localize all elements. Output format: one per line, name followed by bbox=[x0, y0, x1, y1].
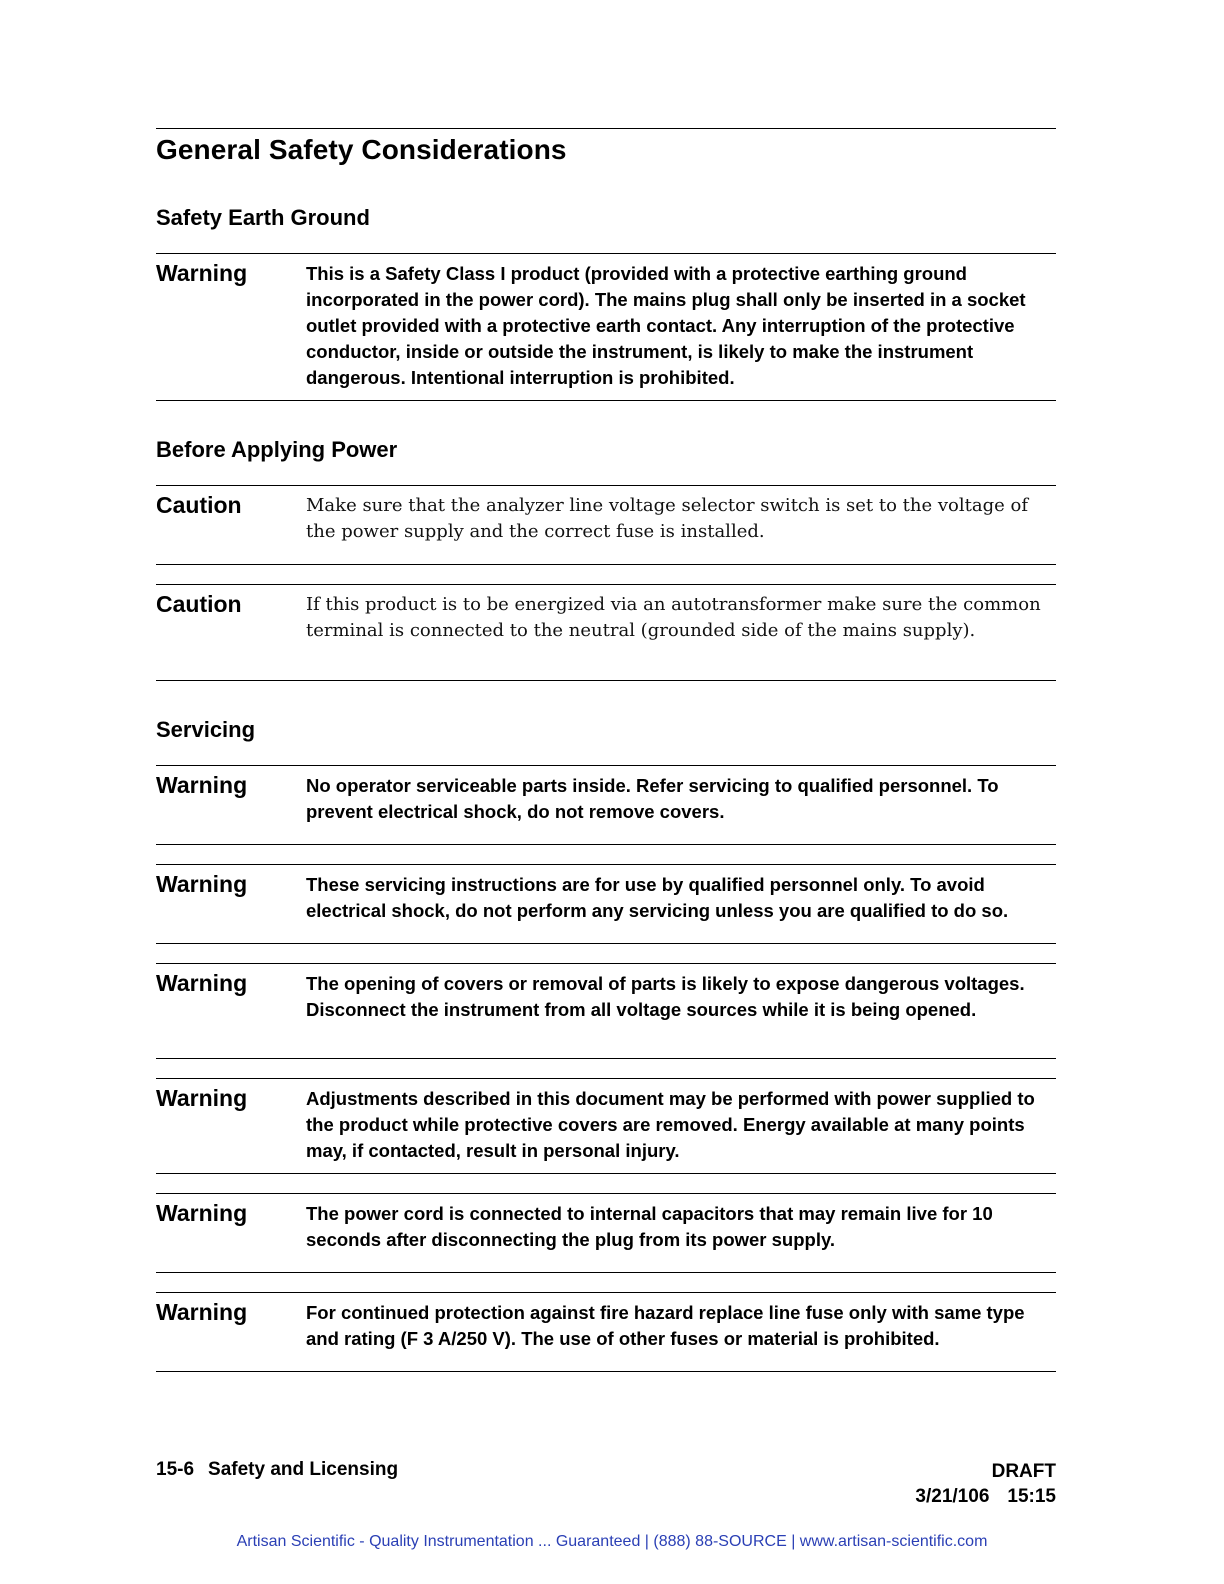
warning-notice bbox=[156, 253, 1056, 401]
section-heading-servicing: Servicing bbox=[156, 717, 256, 742]
page-footer-right bbox=[915, 1459, 1056, 1509]
caution-notice bbox=[156, 485, 1056, 565]
notice-text: The opening of covers or removal of parts is likely to expose dangerous voltages. Disconnect the instrument from all voltage sources while it is being opened. bbox=[306, 973, 1025, 1020]
notice-text: Make sure that the analyzer line voltage selector switch is set to the voltage of the power supply and the correct fuse is installed. bbox=[306, 495, 1028, 542]
draft-date: 3/21/106 bbox=[915, 1486, 990, 1507]
warning-notice bbox=[156, 1292, 1056, 1372]
page-number: 15-6 bbox=[156, 1459, 195, 1480]
caution-notice bbox=[156, 584, 1056, 681]
notice-text: For continued protection against fire hazard replace line fuse only with same type and rating (F 3 A/250 V). The use of other fuses or material is prohibited. bbox=[306, 1302, 1025, 1349]
warning-notice bbox=[156, 963, 1056, 1059]
draft-time: 15:15 bbox=[1007, 1486, 1056, 1507]
page-title: General Safety Considerations bbox=[156, 134, 567, 165]
notice-text: This is a Safety Class I product (provided with a protective earthing ground incorporated in the power cord). The mains plug shall only be inserted in a socket outlet provided with a protective earth contact. Any interruption of the protective conductor, inside or outside the instrument, is likely to make the instrument dangerous. Intentional interruption is prohibited. bbox=[306, 263, 1026, 388]
notice-label: Warning bbox=[156, 871, 248, 897]
section-heading-before-power: Before Applying Power bbox=[156, 437, 398, 462]
notice-text: If this product is to be energized via an autotransformer make sure the common terminal is connected to the neutral (grounded side of the mains supply). bbox=[306, 594, 1041, 641]
warning-notice bbox=[156, 864, 1056, 944]
warning-notice bbox=[156, 1193, 1056, 1273]
warning-notice bbox=[156, 1078, 1056, 1174]
notice-label: Warning bbox=[156, 1299, 248, 1325]
vendor-banner[interactable]: Artisan Scientific - Quality Instrumentation ... Guaranteed | (888) 88-SOURCE | www.artisan-scientific.com bbox=[236, 1533, 988, 1550]
notice-label: Warning bbox=[156, 1085, 248, 1111]
notice-text: The power cord is connected to internal capacitors that may remain live for 10 seconds after disconnecting the plug from its power supply. bbox=[306, 1203, 993, 1250]
chapter-title: Safety and Licensing bbox=[208, 1459, 399, 1480]
notice-label: Caution bbox=[156, 492, 242, 518]
notice-label: Caution bbox=[156, 591, 242, 617]
notice-label: Warning bbox=[156, 970, 248, 996]
notice-text: No operator serviceable parts inside. Refer servicing to qualified personnel. To prevent electrical shock, do not remove covers. bbox=[306, 775, 999, 822]
draft-status: DRAFT bbox=[991, 1461, 1056, 1482]
notice-text: These servicing instructions are for use by qualified personnel only. To avoid electrical shock, do not perform any servicing unless you are qualified to do so. bbox=[306, 874, 1009, 921]
section-heading-earth-ground: Safety Earth Ground bbox=[156, 205, 370, 230]
notice-label: Warning bbox=[156, 260, 248, 286]
notice-text: Adjustments described in this document may be performed with power supplied to the product while protective covers are removed. Energy available at many points may, if contacted, result in personal injury. bbox=[306, 1088, 1035, 1161]
warning-notice bbox=[156, 765, 1056, 845]
notice-label: Warning bbox=[156, 1200, 248, 1226]
title-rule bbox=[156, 128, 1056, 129]
notice-label: Warning bbox=[156, 772, 248, 798]
page-footer-left bbox=[156, 1459, 412, 1481]
